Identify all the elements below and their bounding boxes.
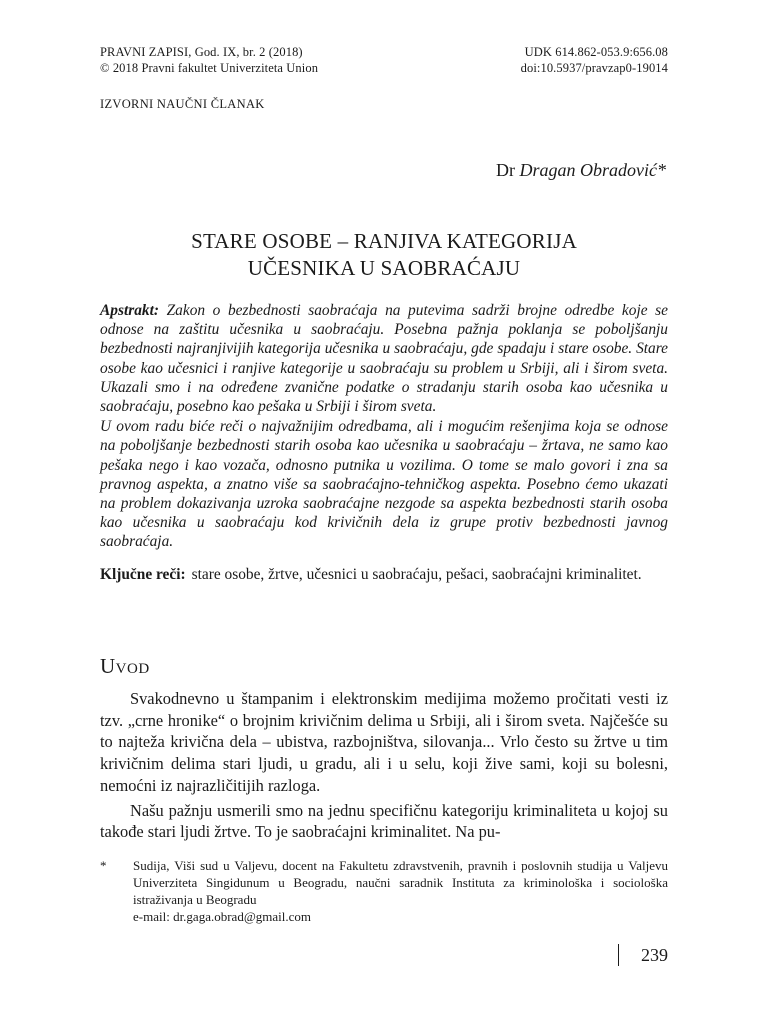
footnote-mark: * — [100, 858, 107, 873]
abstract-paragraph-2: U ovom radu biće reči o najvažnijim odredbama, ali i mogućim rešenjima koja se odnose na poboljšanje bezbednosti starih osoba kao učesnika u saobraćaju – žrtava, ne samo kao pešaka nego i kao vozača, odnosno putnika u vozilima. O tome se malo govori i zna sa pravnog aspekta, a znatno više sa saobraćajno-tehničkog aspekta. Posebno ćemo ukazati na problem dokazivanja uzroka saobraćajne nezgode sa aspekta bezbednosti starih osoba kao učesnika u saobraćaju kod krivičnih dela iz grupe protiv bezbednosti javnog saobraćaja. — [100, 418, 668, 551]
folio — [618, 944, 668, 966]
keywords-text: stare osobe, žrtve, učesnici u saobraćaju, pešaci, saobraćajni kriminalitet. — [191, 566, 642, 583]
title-line-1: STARE OSOBE – RANJIVA KATEGORIJA — [191, 229, 577, 253]
keywords — [100, 565, 668, 585]
section-heading: Uvod — [100, 654, 150, 678]
author-name: Dragan Obradović* — [519, 160, 666, 180]
doi-line: doi:10.5937/pravzap0-19014 — [520, 61, 668, 75]
footnote-body — [133, 857, 668, 925]
article-type: IZVORNI NAUČNI ČLANAK — [100, 97, 265, 111]
keywords-label: Ključne reči: — [100, 566, 186, 583]
copyright-line: © 2018 Pravni fakultet Univerziteta Union — [100, 61, 319, 75]
udk-code: UDK 614.862-053.9:656.08 — [524, 45, 668, 59]
abstract-paragraph-1 — [100, 301, 668, 416]
folio-divider — [618, 944, 619, 966]
running-header-right — [521, 44, 668, 76]
body-paragraph-2: Našu pažnju usmerili smo na jednu specifičnu kategoriju kriminaliteta u kojoj su takođe stari ljudi žrtve. To je saobraćajni kriminalitet. Na pu- — [100, 800, 668, 842]
author-line — [496, 160, 666, 181]
footnote-text: Sudija, Viši sud u Valjevu, docent na Fakultetu zdravstvenih, pravnih i poslovnih studija u Valjevu Univerziteta Singidunum u Beogradu, naučni saradnik Instituta za kriminološka i sociološka istraživanja u Beogradu — [133, 858, 668, 907]
abstract-text-1: Zakon o bezbednosti saobraćaja na putevima sadrži brojne odredbe koje se odnose na zaštitu učesnika u saobraćaju. Posebna pažnja poklanja se poboljšanju bezbednosti najranjivijih kategorija učesnika u saobraćaju, gde spadaju i stare osobe. Stare osobe kao učesnici i ranjive kategorije u saobraćaju su problem u Srbiji, ali i širom sveta. Ukazali smo i na određene zvanične podatke o stradanju starih osoba kao učesnika u saobraćaju, posebno kao pešaka u Srbiji i širom sveta. — [100, 302, 668, 416]
abstract — [100, 301, 668, 552]
footnote-email: e-mail: dr.gaga.obrad@gmail.com — [133, 909, 312, 924]
abstract-label: Apstrakt: — [100, 302, 160, 319]
article-title — [100, 228, 668, 282]
footnote — [100, 857, 668, 925]
author-prefix: Dr — [496, 160, 515, 180]
journal-citation: PRAVNI ZAPISI, God. IX, br. 2 (2018) — [100, 45, 303, 59]
body-paragraph-1: Svakodnevno u štampanim i elektronskim medijima možemo pročitati vesti iz tzv. „crne hronike“ o brojnim krivičnim delima u Srbiji, ali i širom sveta. Najčešće su to najteža krivična dela – ubistva, razbojništva, silovanja... Vrlo često su žrtve u tim krivičnim delima stari ljudi, u gradu, ali i u selu, koji žive sami, koji su bolesni, nemoćni iz najrazličitijih razloga. — [100, 689, 668, 795]
page-number: 239 — [641, 944, 668, 965]
body-text — [100, 688, 668, 843]
title-line-2: UČESNIKA U SAOBRAĆAJU — [247, 256, 521, 280]
running-header-left — [100, 44, 318, 76]
